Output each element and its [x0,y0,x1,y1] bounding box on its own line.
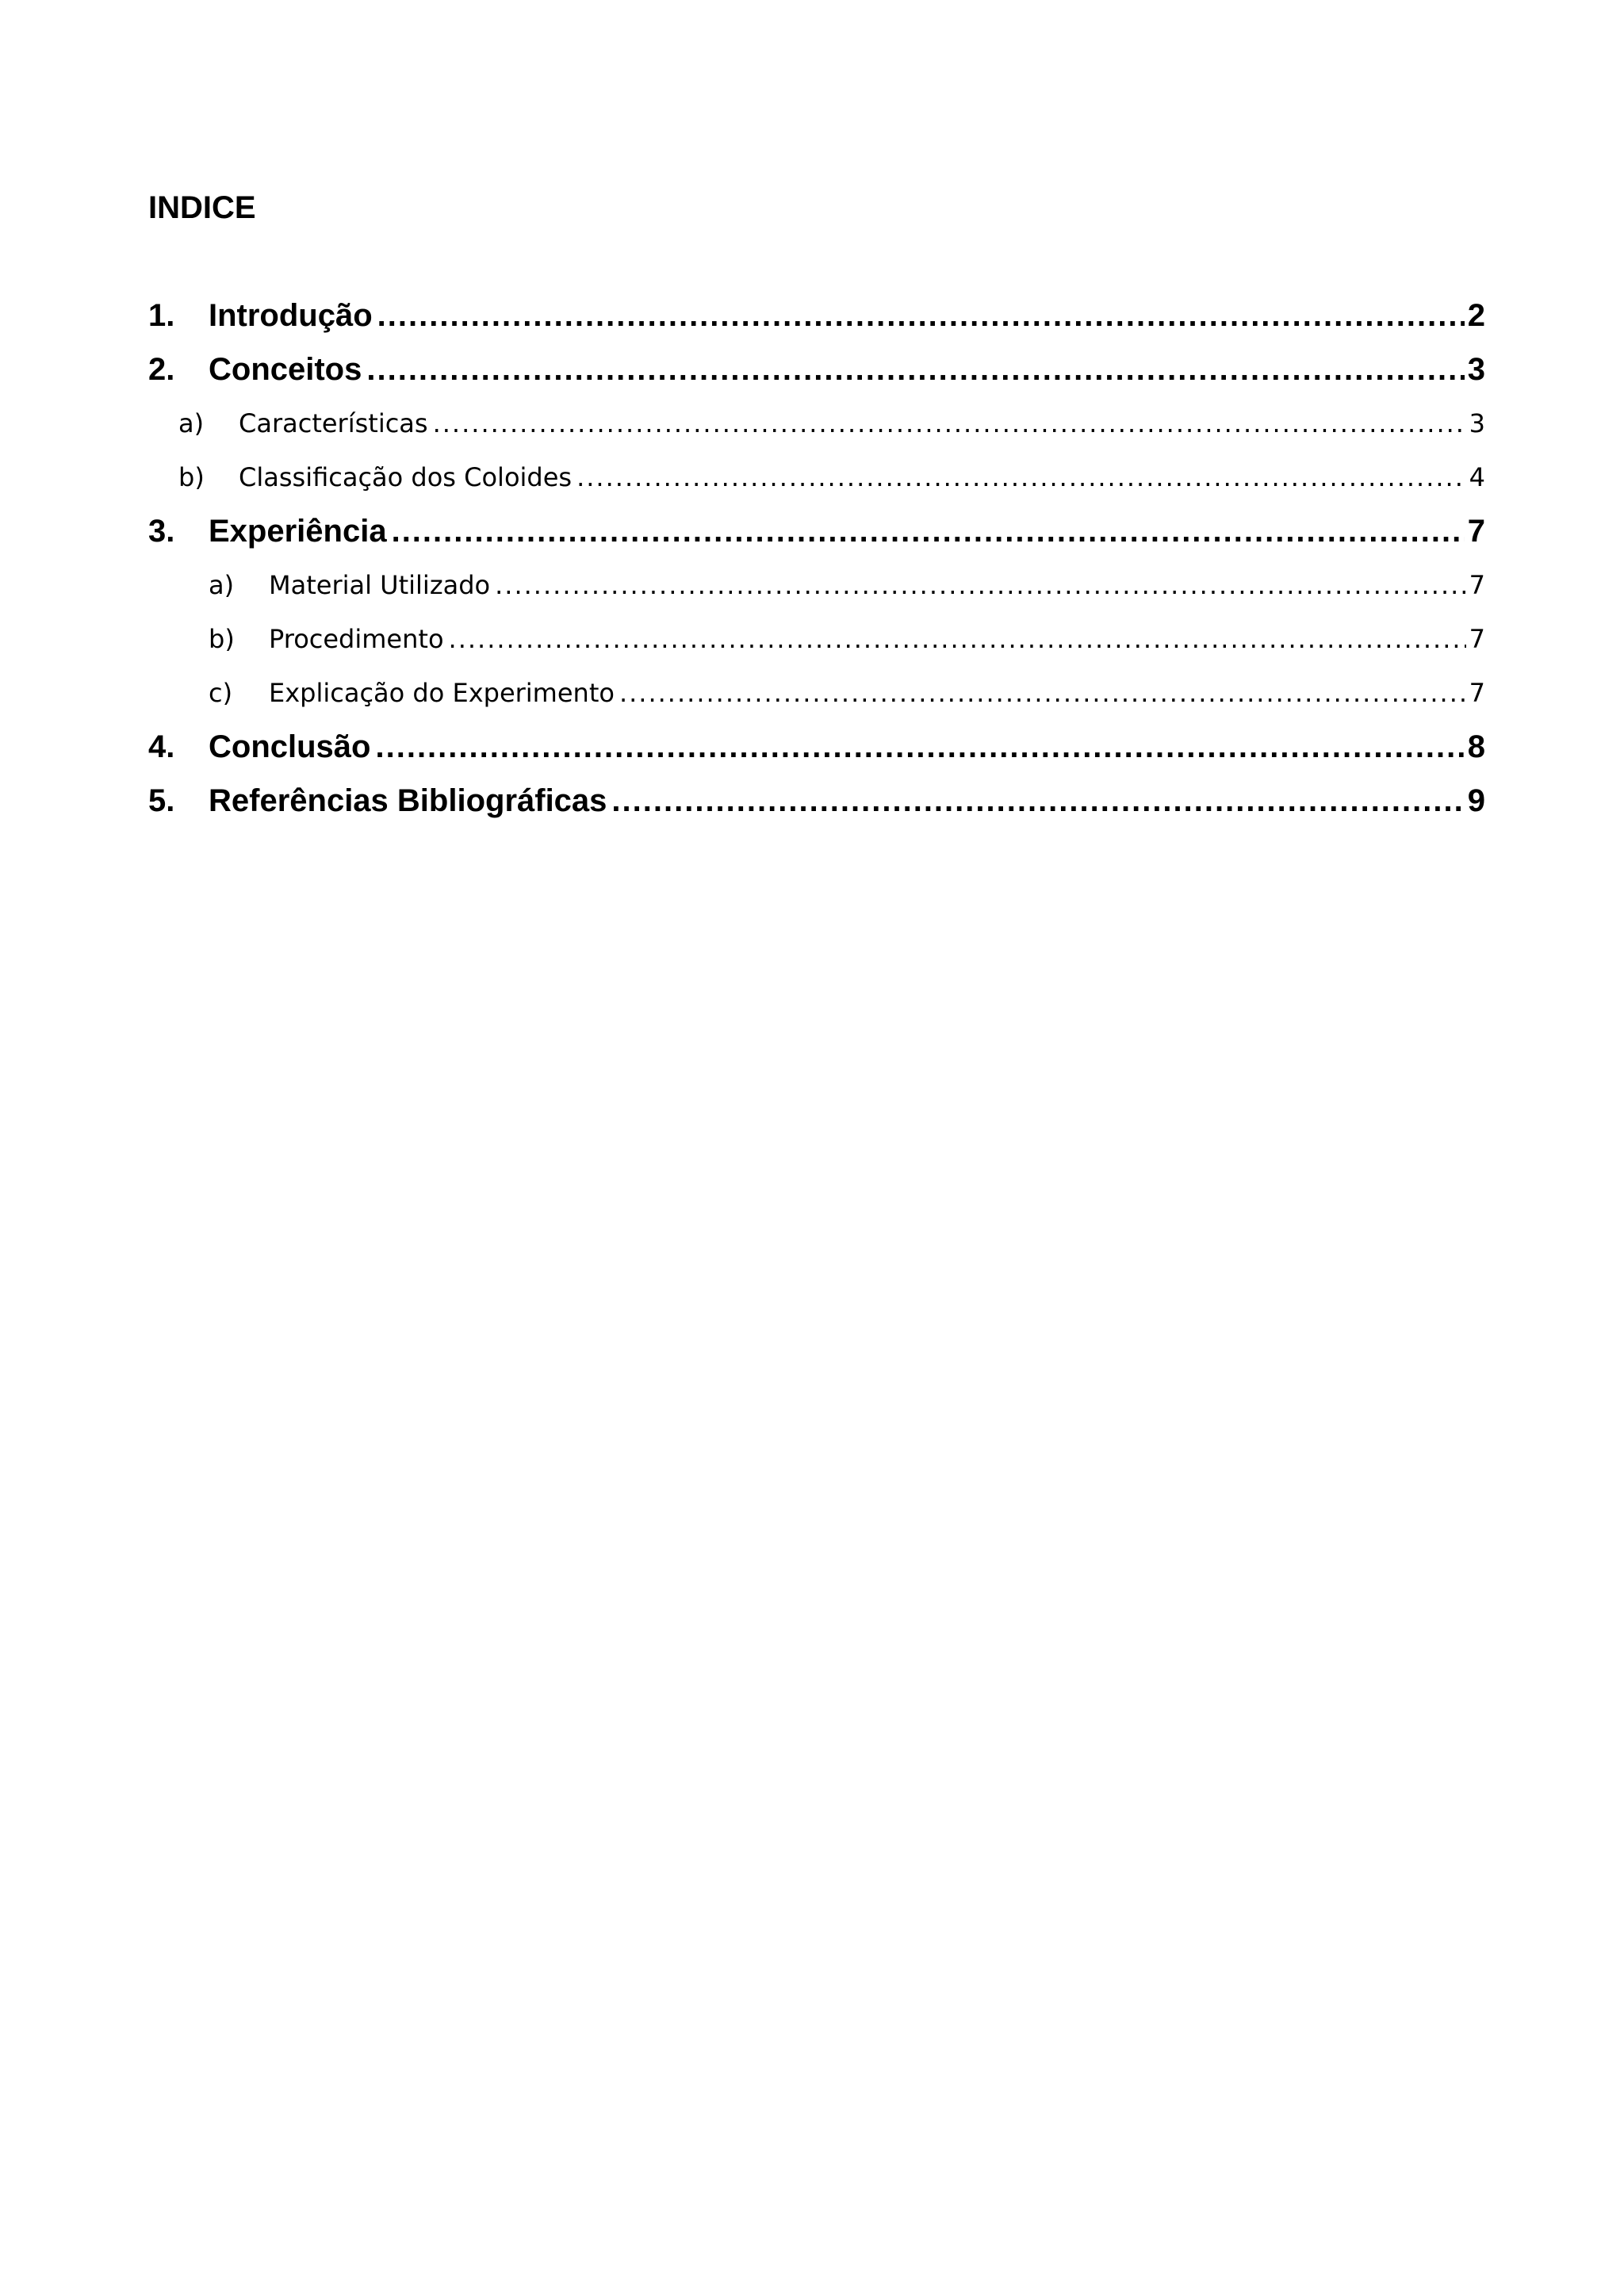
toc-entry-page: 3 [1469,408,1485,438]
table-of-contents [148,289,1485,828]
toc-dot-leader [375,720,1464,774]
toc-dot-leader [619,666,1466,720]
toc-entry-page: 7 [1469,624,1485,654]
toc-entry-page: 7 [1467,514,1485,549]
toc-entry-number: b) [209,624,235,654]
toc-entry-label: Explicação do Experimento [269,678,615,708]
toc-entry-label: Material Utilizado [269,570,491,600]
toc-entry-label: Introdução [209,298,373,333]
toc-dot-leader [495,558,1466,612]
toc-title: INDICE [148,190,256,225]
toc-entry-label: Conceitos [209,352,362,387]
toc-entry-material-utilizado[interactable] [148,558,1485,612]
toc-entry-number: 4. [148,729,175,764]
toc-dot-leader [449,612,1466,666]
toc-entry-number: c) [209,678,233,708]
toc-dot-leader [392,504,1465,558]
toc-entry-page: 8 [1467,729,1485,764]
toc-entry-label: Procedimento [269,624,444,654]
toc-entry-number: b) [178,462,205,492]
toc-entry-page: 3 [1467,352,1485,387]
toc-entry-caracteristicas[interactable] [148,396,1485,450]
toc-dot-leader [366,342,1464,396]
toc-dot-leader [611,774,1464,828]
toc-entry-label: Classificação dos Coloides [239,462,573,492]
toc-entry-number: 5. [148,783,175,818]
toc-entry-number: a) [209,570,235,600]
toc-entry-procedimento[interactable] [148,612,1485,666]
toc-entry-referencias-bibliograficas[interactable] [148,774,1485,828]
toc-dot-leader [576,450,1466,504]
toc-dot-leader [433,396,1466,450]
toc-entry-number: 2. [148,352,175,387]
toc-entry-label: Experiência [209,514,387,549]
toc-entry-page: 4 [1469,462,1485,492]
toc-entry-label: Características [239,408,428,438]
toc-entry-page: 9 [1467,783,1485,818]
toc-entry-classificacao-dos-coloides[interactable] [148,450,1485,504]
toc-entry-explicacao-do-experimento[interactable] [148,666,1485,720]
toc-entry-number: 1. [148,298,175,333]
toc-entry-number: 3. [148,514,175,549]
toc-entry-conclusao[interactable] [148,720,1485,774]
toc-entry-introducao[interactable] [148,289,1485,342]
toc-entry-number: a) [178,408,205,438]
toc-entry-label: Referências Bibliográficas [209,783,607,818]
toc-entry-page: 7 [1469,570,1485,600]
toc-entry-page: 2 [1467,298,1485,333]
toc-dot-leader [377,289,1465,342]
toc-entry-conceitos[interactable] [148,342,1485,396]
toc-entry-label: Conclusão [209,729,371,764]
toc-entry-experiencia[interactable] [148,504,1485,558]
toc-entry-page: 7 [1469,678,1485,708]
